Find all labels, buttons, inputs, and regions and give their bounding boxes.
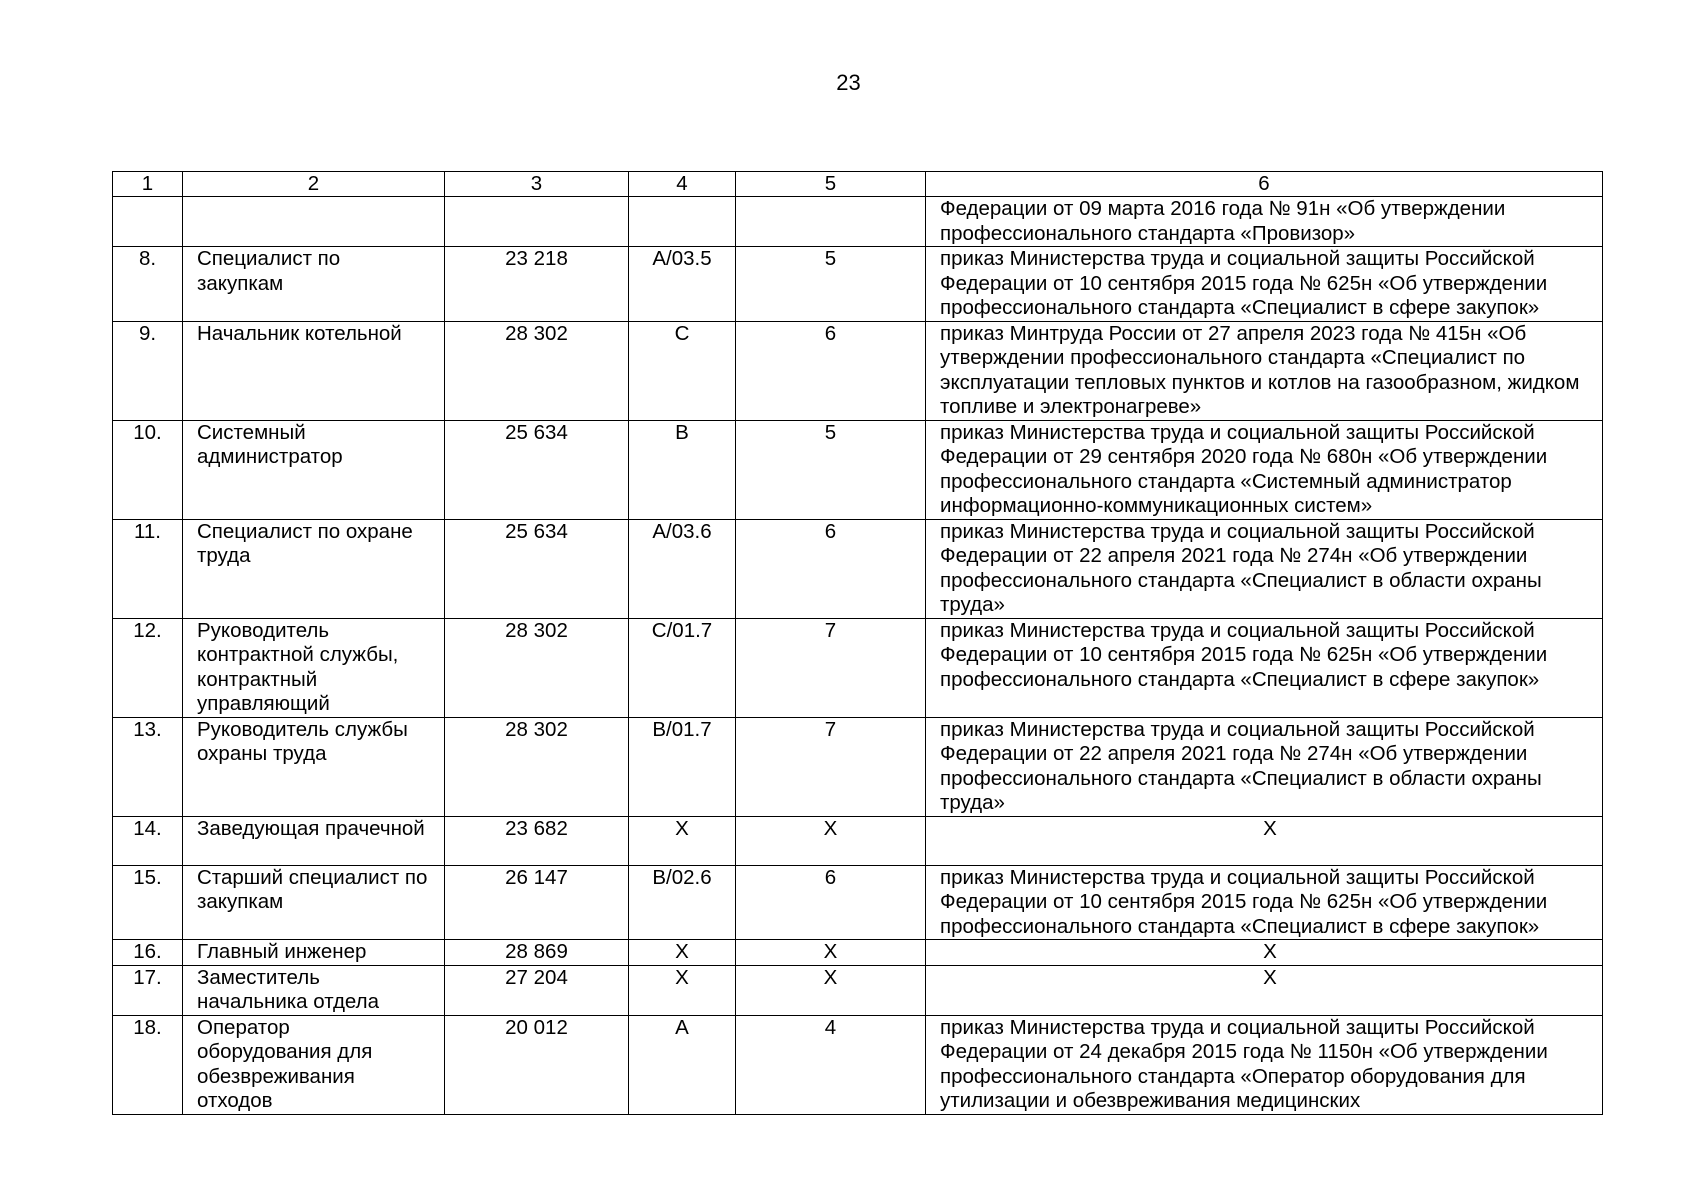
column-number: 5 bbox=[736, 172, 926, 197]
function-code-cell: С bbox=[629, 321, 736, 420]
standard-document-cell: приказ Министерства труда и социальной защиты Российской Федерации от 10 сентября 2015 года № 625н «Об утверждении профессионального стандарта «Специалист в сфере закупок» bbox=[926, 247, 1603, 322]
row-number-cell: 13. bbox=[113, 717, 183, 816]
qualification-level-cell: 6 bbox=[736, 519, 926, 618]
salary-cell: 23 682 bbox=[445, 816, 629, 865]
position-name-cell: Специалист по охране труда bbox=[183, 519, 445, 618]
table-row bbox=[113, 1015, 1603, 1114]
table-row bbox=[113, 618, 1603, 717]
standard-document-cell: приказ Министерства труда и социальной защиты Российской Федерации от 24 декабря 2015 года № 1150н «Об утверждении профессионального стандарта «Оператор оборудования для утилизации и обезвреживания медицинских bbox=[926, 1015, 1603, 1114]
table-row bbox=[113, 717, 1603, 816]
standard-document-cell: приказ Министерства труда и социальной защиты Российской Федерации от 10 сентября 2015 года № 625н «Об утверждении профессионального стандарта «Специалист в сфере закупок» bbox=[926, 618, 1603, 717]
function-code-cell: А bbox=[629, 1015, 736, 1114]
qualification-level-cell: 7 bbox=[736, 717, 926, 816]
column-number: 6 bbox=[926, 172, 1603, 197]
salary-cell: 28 302 bbox=[445, 717, 629, 816]
table-row bbox=[113, 940, 1603, 966]
position-name-cell: Начальник котельной bbox=[183, 321, 445, 420]
standard-document-cell: приказ Министерства труда и социальной защиты Российской Федерации от 22 апреля 2021 года № 274н «Об утверждении профессионального стандарта «Специалист в области охраны труда» bbox=[926, 717, 1603, 816]
row-number-cell: 9. bbox=[113, 321, 183, 420]
standard-document-cell: приказ Минтруда России от 27 апреля 2023 года № 415н «Об утверждении профессионального стандарта «Специалист по эксплуатации тепловых пунктов и котлов на газообразном, жидком топливе и электронагреве» bbox=[926, 321, 1603, 420]
position-name-cell: Главный инженер bbox=[183, 940, 445, 966]
function-code-cell: А/03.6 bbox=[629, 519, 736, 618]
row-number-cell: 10. bbox=[113, 420, 183, 519]
column-number: 3 bbox=[445, 172, 629, 197]
salary-cell: 28 302 bbox=[445, 618, 629, 717]
column-number: 2 bbox=[183, 172, 445, 197]
row-number-cell: 8. bbox=[113, 247, 183, 322]
qualification-level-cell: 7 bbox=[736, 618, 926, 717]
table-row bbox=[113, 865, 1603, 940]
standard-document-cell: Х bbox=[926, 816, 1603, 865]
qualification-level-cell: Х bbox=[736, 940, 926, 966]
salary-cell: 25 634 bbox=[445, 420, 629, 519]
function-code-cell: А/03.5 bbox=[629, 247, 736, 322]
function-code-cell: Х bbox=[629, 965, 736, 1015]
position-name-cell: Старший специалист по закупкам bbox=[183, 865, 445, 940]
function-code-cell bbox=[629, 197, 736, 247]
row-number-cell bbox=[113, 197, 183, 247]
qualification-level-cell: 4 bbox=[736, 1015, 926, 1114]
row-number-cell: 12. bbox=[113, 618, 183, 717]
function-code-cell: Х bbox=[629, 816, 736, 865]
position-name-cell: Заместитель начальника отдела bbox=[183, 965, 445, 1015]
row-number-cell: 15. bbox=[113, 865, 183, 940]
standard-document-cell: Федерации от 09 марта 2016 года № 91н «Об утверждении профессионального стандарта «Провизор» bbox=[926, 197, 1603, 247]
function-code-cell: В bbox=[629, 420, 736, 519]
table-row bbox=[113, 197, 1603, 247]
table-row bbox=[113, 247, 1603, 322]
salary-cell: 28 869 bbox=[445, 940, 629, 966]
position-name-cell: Оператор оборудования для обезвреживания отходов bbox=[183, 1015, 445, 1114]
qualification-level-cell: Х bbox=[736, 965, 926, 1015]
standard-document-cell: Х bbox=[926, 940, 1603, 966]
salary-cell: 26 147 bbox=[445, 865, 629, 940]
column-number: 4 bbox=[629, 172, 736, 197]
table-row bbox=[113, 420, 1603, 519]
salary-cell: 27 204 bbox=[445, 965, 629, 1015]
staff-positions-table bbox=[112, 171, 1603, 1115]
table-row bbox=[113, 321, 1603, 420]
function-code-cell: Х bbox=[629, 940, 736, 966]
qualification-level-cell: 6 bbox=[736, 321, 926, 420]
row-number-cell: 16. bbox=[113, 940, 183, 966]
position-name-cell: Руководитель службы охраны труда bbox=[183, 717, 445, 816]
column-number: 1 bbox=[113, 172, 183, 197]
row-number-cell: 17. bbox=[113, 965, 183, 1015]
position-name-cell: Специалист по закупкам bbox=[183, 247, 445, 322]
salary-cell: 28 302 bbox=[445, 321, 629, 420]
qualification-level-cell: 5 bbox=[736, 247, 926, 322]
page-number: 23 bbox=[836, 70, 861, 95]
position-name-cell: Системный администратор bbox=[183, 420, 445, 519]
salary-cell: 25 634 bbox=[445, 519, 629, 618]
position-name-cell: Руководитель контрактной службы, контрактный управляющий bbox=[183, 618, 445, 717]
function-code-cell: С/01.7 bbox=[629, 618, 736, 717]
standard-document-cell: приказ Министерства труда и социальной защиты Российской Федерации от 29 сентября 2020 года № 680н «Об утверждении профессионального стандарта «Системный администратор информационно-коммуникационных систем» bbox=[926, 420, 1603, 519]
qualification-level-cell bbox=[736, 197, 926, 247]
standard-document-cell: Х bbox=[926, 965, 1603, 1015]
standard-document-cell: приказ Министерства труда и социальной защиты Российской Федерации от 10 сентября 2015 года № 625н «Об утверждении профессионального стандарта «Специалист в сфере закупок» bbox=[926, 865, 1603, 940]
table-row bbox=[113, 519, 1603, 618]
table-row bbox=[113, 816, 1603, 865]
qualification-level-cell: 5 bbox=[736, 420, 926, 519]
row-number-cell: 11. bbox=[113, 519, 183, 618]
column-number-row bbox=[113, 172, 1603, 197]
row-number-cell: 14. bbox=[113, 816, 183, 865]
function-code-cell: В/02.6 bbox=[629, 865, 736, 940]
qualification-level-cell: 6 bbox=[736, 865, 926, 940]
function-code-cell: В/01.7 bbox=[629, 717, 736, 816]
row-number-cell: 18. bbox=[113, 1015, 183, 1114]
position-name-cell: Заведующая прачечной bbox=[183, 816, 445, 865]
standard-document-cell: приказ Министерства труда и социальной защиты Российской Федерации от 22 апреля 2021 года № 274н «Об утверждении профессионального стандарта «Специалист в области охраны труда» bbox=[926, 519, 1603, 618]
salary-cell bbox=[445, 197, 629, 247]
salary-cell: 23 218 bbox=[445, 247, 629, 322]
position-name-cell bbox=[183, 197, 445, 247]
table-row bbox=[113, 965, 1603, 1015]
salary-cell: 20 012 bbox=[445, 1015, 629, 1114]
qualification-level-cell: Х bbox=[736, 816, 926, 865]
